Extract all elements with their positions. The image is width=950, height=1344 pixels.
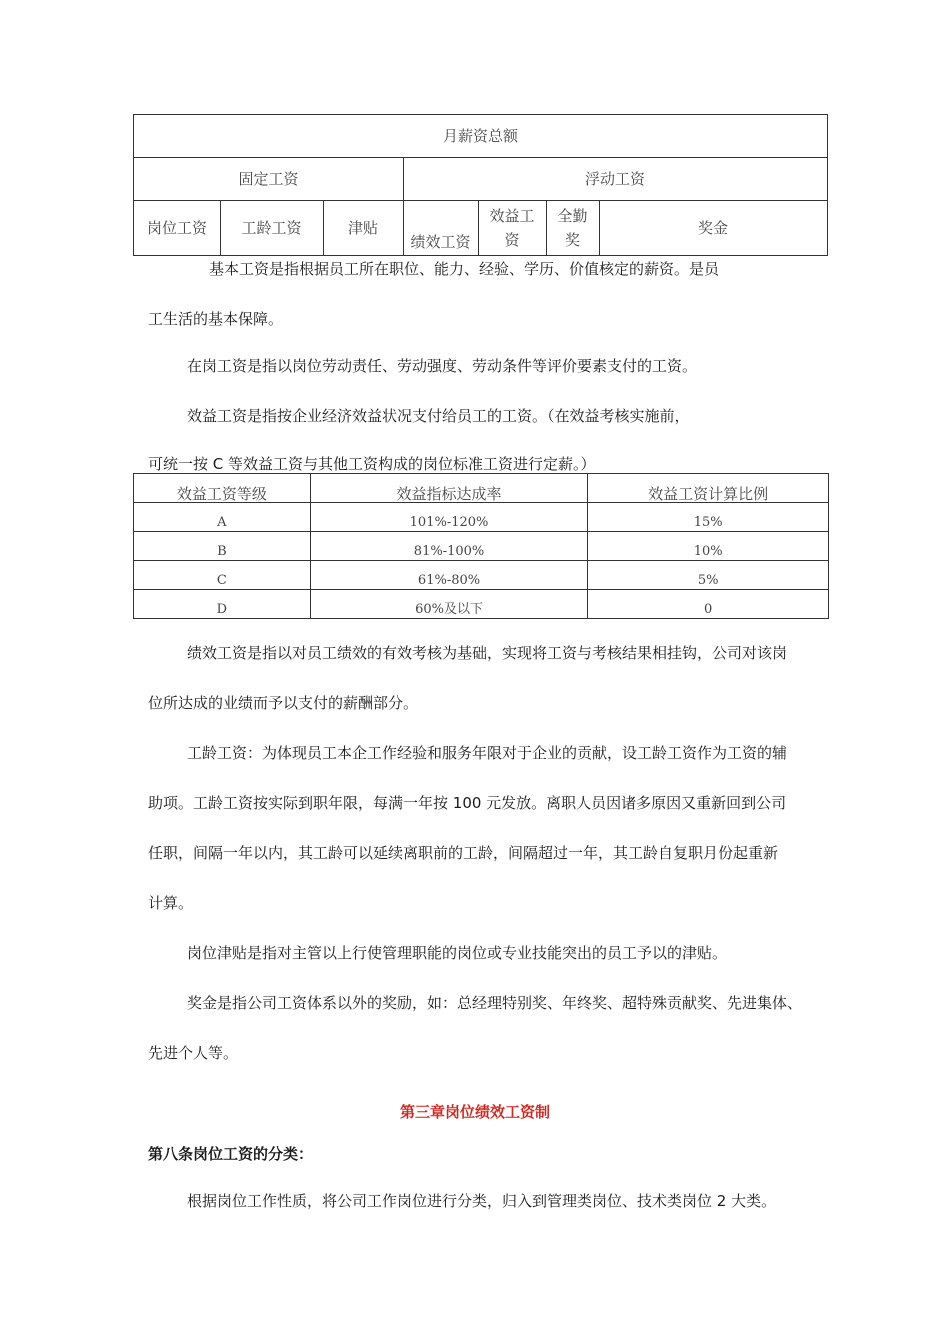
table-row — [134, 532, 829, 561]
allowance-cell: 津贴 — [347, 218, 378, 237]
bonus-para-line1: 奖金是指公司工资体系以外的奖励，如：总经理特别奖、年终奖、超特殊贡献奖、先进集体、 — [187, 994, 803, 1012]
benefit-wage-line2: 资 — [504, 230, 520, 249]
seniority-wage-cell: 工龄工资 — [241, 218, 302, 237]
performance-wage-para-line1: 绩效工资是指以对员工绩效的有效考核为基础，实现将工资与考核结果相挂钩，公司对该岗 — [187, 644, 788, 662]
table-row — [134, 503, 829, 532]
table-row — [134, 590, 829, 619]
ratio-cell: 10% — [588, 532, 829, 561]
total-salary-header: 月薪资总额 — [442, 127, 518, 145]
classification-para: 根据岗位工作性质，将公司工作岗位进行分类，归入到管理类岗位、技术类岗位 2 大类。 — [187, 1192, 777, 1210]
rate-cell: 101%-120% — [310, 503, 588, 532]
header-grade: 效益工资等级 — [134, 474, 311, 503]
table-row — [134, 561, 829, 590]
benefit-ratio-table — [133, 473, 829, 619]
bonus-para-line2: 先进个人等。 — [148, 1044, 239, 1062]
ratio-cell: 5% — [588, 561, 829, 590]
header-achievement-rate: 效益指标达成率 — [310, 474, 588, 503]
grade-cell: A — [134, 503, 311, 532]
header-ratio: 效益工资计算比例 — [588, 474, 829, 503]
rate-cell: 61%-80% — [310, 561, 588, 590]
bonus-cell: 奖金 — [697, 218, 728, 237]
seniority-wage-para-line2: 助项。工龄工资按实际到职年限，每满一年按 100 元发放。离职人员因诸多原因又重新回到公司 — [148, 794, 787, 812]
seniority-wage-para-line3: 任职，间隔一年以内，其工龄可以延续离职前的工龄，间隔超过一年，其工龄自复职月份起重新 — [148, 844, 779, 862]
benefit-wage-para-line2: 可统一按 C 等效益工资与其他工资构成的岗位标准工资进行定薪。） — [148, 455, 596, 473]
performance-wage-para-line2: 位所达成的业绩而予以支付的薪酬部分。 — [148, 694, 419, 712]
attendance-bonus-line2: 奖 — [564, 230, 580, 249]
basic-wage-para-line2: 工生活的基本保障。 — [148, 310, 284, 328]
attendance-bonus-cell — [546, 200, 599, 255]
grade-cell: C — [134, 561, 311, 590]
ratio-cell: 0 — [588, 590, 829, 619]
seniority-wage-para-line1: 工龄工资：为体现员工本企工作经验和服务年限对于企业的贡献，设工龄工资作为工资的辅 — [187, 744, 788, 762]
performance-wage-cell: 绩效工资 — [410, 233, 471, 251]
ratio-cell: 15% — [588, 503, 829, 532]
post-wage-cell: 岗位工资 — [146, 218, 207, 237]
floating-wage-header: 浮动工资 — [584, 169, 645, 188]
fixed-wage-header: 固定工资 — [238, 169, 299, 188]
attendance-bonus-line1: 全勤 — [557, 206, 588, 225]
grade-cell: B — [134, 532, 311, 561]
salary-structure-table — [133, 114, 828, 256]
table-header-row — [134, 474, 829, 503]
chapter-title: 第三章岗位绩效工资制 — [399, 1103, 550, 1121]
benefit-wage-cell — [478, 200, 546, 255]
benefit-wage-line1: 效益工 — [489, 206, 535, 225]
allowance-para: 岗位津贴是指对主管以上行使管理职能的岗位或专业技能突出的员工予以的津贴。 — [187, 944, 728, 962]
rate-cell: 60%及以下 — [310, 590, 588, 619]
grade-cell: D — [134, 590, 311, 619]
basic-wage-para-line1: 基本工资是指根据员工所在职位、能力、经验、学历、价值核定的薪资。是员 — [209, 260, 720, 278]
article-title: 第八条岗位工资的分类： — [148, 1145, 314, 1163]
rate-cell: 81%-100% — [310, 532, 588, 561]
seniority-wage-para-line4: 计算。 — [148, 894, 194, 912]
post-wage-para: 在岗工资是指以岗位劳动责任、劳动强度、劳动条件等评价要素支付的工资。 — [187, 357, 698, 375]
benefit-wage-para-line1: 效益工资是指按企业经济效益状况支付给员工的工资。（在效益考核实施前， — [187, 407, 690, 425]
